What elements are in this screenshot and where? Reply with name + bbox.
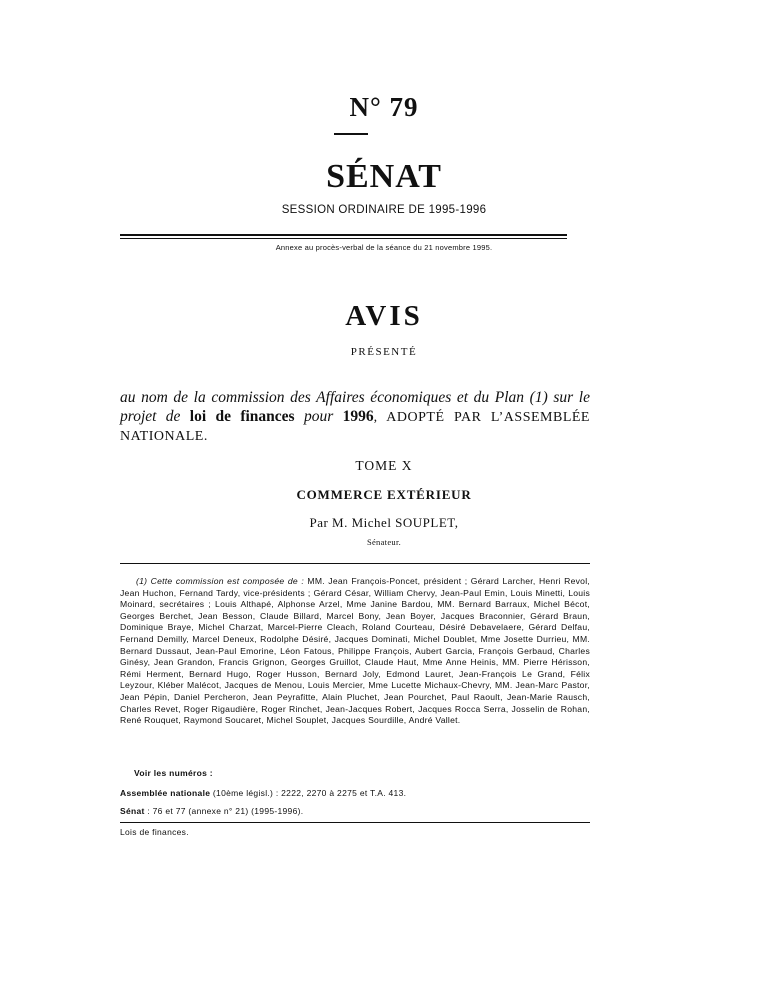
assemblee-label: Assemblée nationale — [120, 788, 211, 798]
footnote-rule — [120, 563, 590, 564]
tome-label: TOME X — [355, 458, 413, 473]
author-line: Par M. Michel SOUPLET, — [309, 515, 459, 530]
document-number: N° 79 — [349, 92, 419, 122]
double-rule-top — [120, 234, 567, 236]
intro-part1: au nom de la commission des Affaires économiques et du Plan (1) sur le projet de — [120, 389, 590, 425]
subject-keyword: Lois de finances. — [120, 827, 189, 837]
composition-lead: (1) Cette commission est composée de : — [136, 576, 304, 586]
senat-text: : 76 et 77 (annexe n° 21) (1995-1996). — [144, 806, 304, 816]
senat-reference — [120, 806, 303, 816]
voir-label: Voir les numéros : — [134, 768, 213, 778]
intro-paragraph — [120, 389, 590, 447]
assemblee-text: (10ème législ.) : 2222, 2270 à 2275 et T.A. 413. — [210, 788, 407, 798]
intro-part4: 1996 — [342, 407, 374, 425]
intro-part5: , ADOPTÉ PAR L’ASSEMBLÉE NATIONALE. — [120, 409, 590, 444]
author-role: Sénateur. — [366, 537, 402, 547]
double-rule-bottom — [120, 238, 567, 239]
intro-part3: pour — [294, 407, 343, 425]
intro-part2: loi de finances — [189, 407, 295, 425]
annexe-note: Annexe au procès-verbal de la séance du 21 novembre 1995. — [275, 243, 493, 252]
bottom-rule — [120, 822, 590, 823]
chamber-title: SÉNAT — [326, 158, 442, 195]
session-label: SESSION ORDINAIRE DE 1995-1996 — [281, 204, 487, 216]
composition-body: MM. Jean François-Poncet, président ; Gérard Larcher, Henri Revol, Jean Huchon, Fernand Tardy, vice-présidents ; Gérard César, William Chervy, Jean-Paul Emin, Louis Minetti, Louis Moinard, secrétaires ; Louis Althapé, Alphonse Arzel, Mme Janine Bardou, MM. Bernard Barraux, Michel Bécot, Georges Berchet, Jean Besson, Claude Billard, Marcel Bony, Jean Boyer, Jacques Braconnier, Gérard Braun, Dominique Braye, Michel Charzat, Marcel-Pierre Cleach, Roland Courteau, Désiré Debavelaere, Gérard Delfau, Fernand Demilly, Marcel Deneux, Rodolphe Désiré, Jacques Dominati, Michel Doublet, Mme Josette Durrieu, MM. Bernard Dussaut, Jean-Paul Emorine, Léon Fatous, Philippe François, Aubert Garcia, François Gerbaud, Charles Ginésy, Jean Grandon, Francis Grignon, Georges Gruillot, Claude Haut, Mme Anne Heinis, MM. Pierre Hérisson, Rémi Herment, Bernard Hugo, Roger Husson, Bernard Joly, Edmond Lauret, Jean-François Le Grand, Félix Leyzour, Kléber Malécot, Jacques de Menou, Louis Mercier, Mme Lucette Michaux-Chevry, MM. Jean-Marc Pastor, Jean Pépin, Daniel Percheron, Jean Peyrafitte, Alain Pluchet, Jean Pourchet, Paul Raoult, Jean-Marie Rausch, Charles Revet, Roger Rigaudière, Roger Rinchet, Jean-Jacques Robert, Jacques Rocca Serra, Josselin de Rohan, René Rouquet, Raymond Soucaret, Michel Souplet, Jacques Sourdille, André Vallet. — [120, 576, 591, 726]
presente-label: PRÉSENTÉ — [350, 346, 418, 358]
senat-label: Sénat — [120, 806, 145, 816]
number-underline — [334, 133, 368, 135]
commission-composition — [120, 576, 590, 727]
avis-title: AVIS — [345, 300, 423, 332]
tome-subject: COMMERCE EXTÉRIEUR — [296, 487, 472, 502]
assemblee-reference — [120, 788, 406, 798]
